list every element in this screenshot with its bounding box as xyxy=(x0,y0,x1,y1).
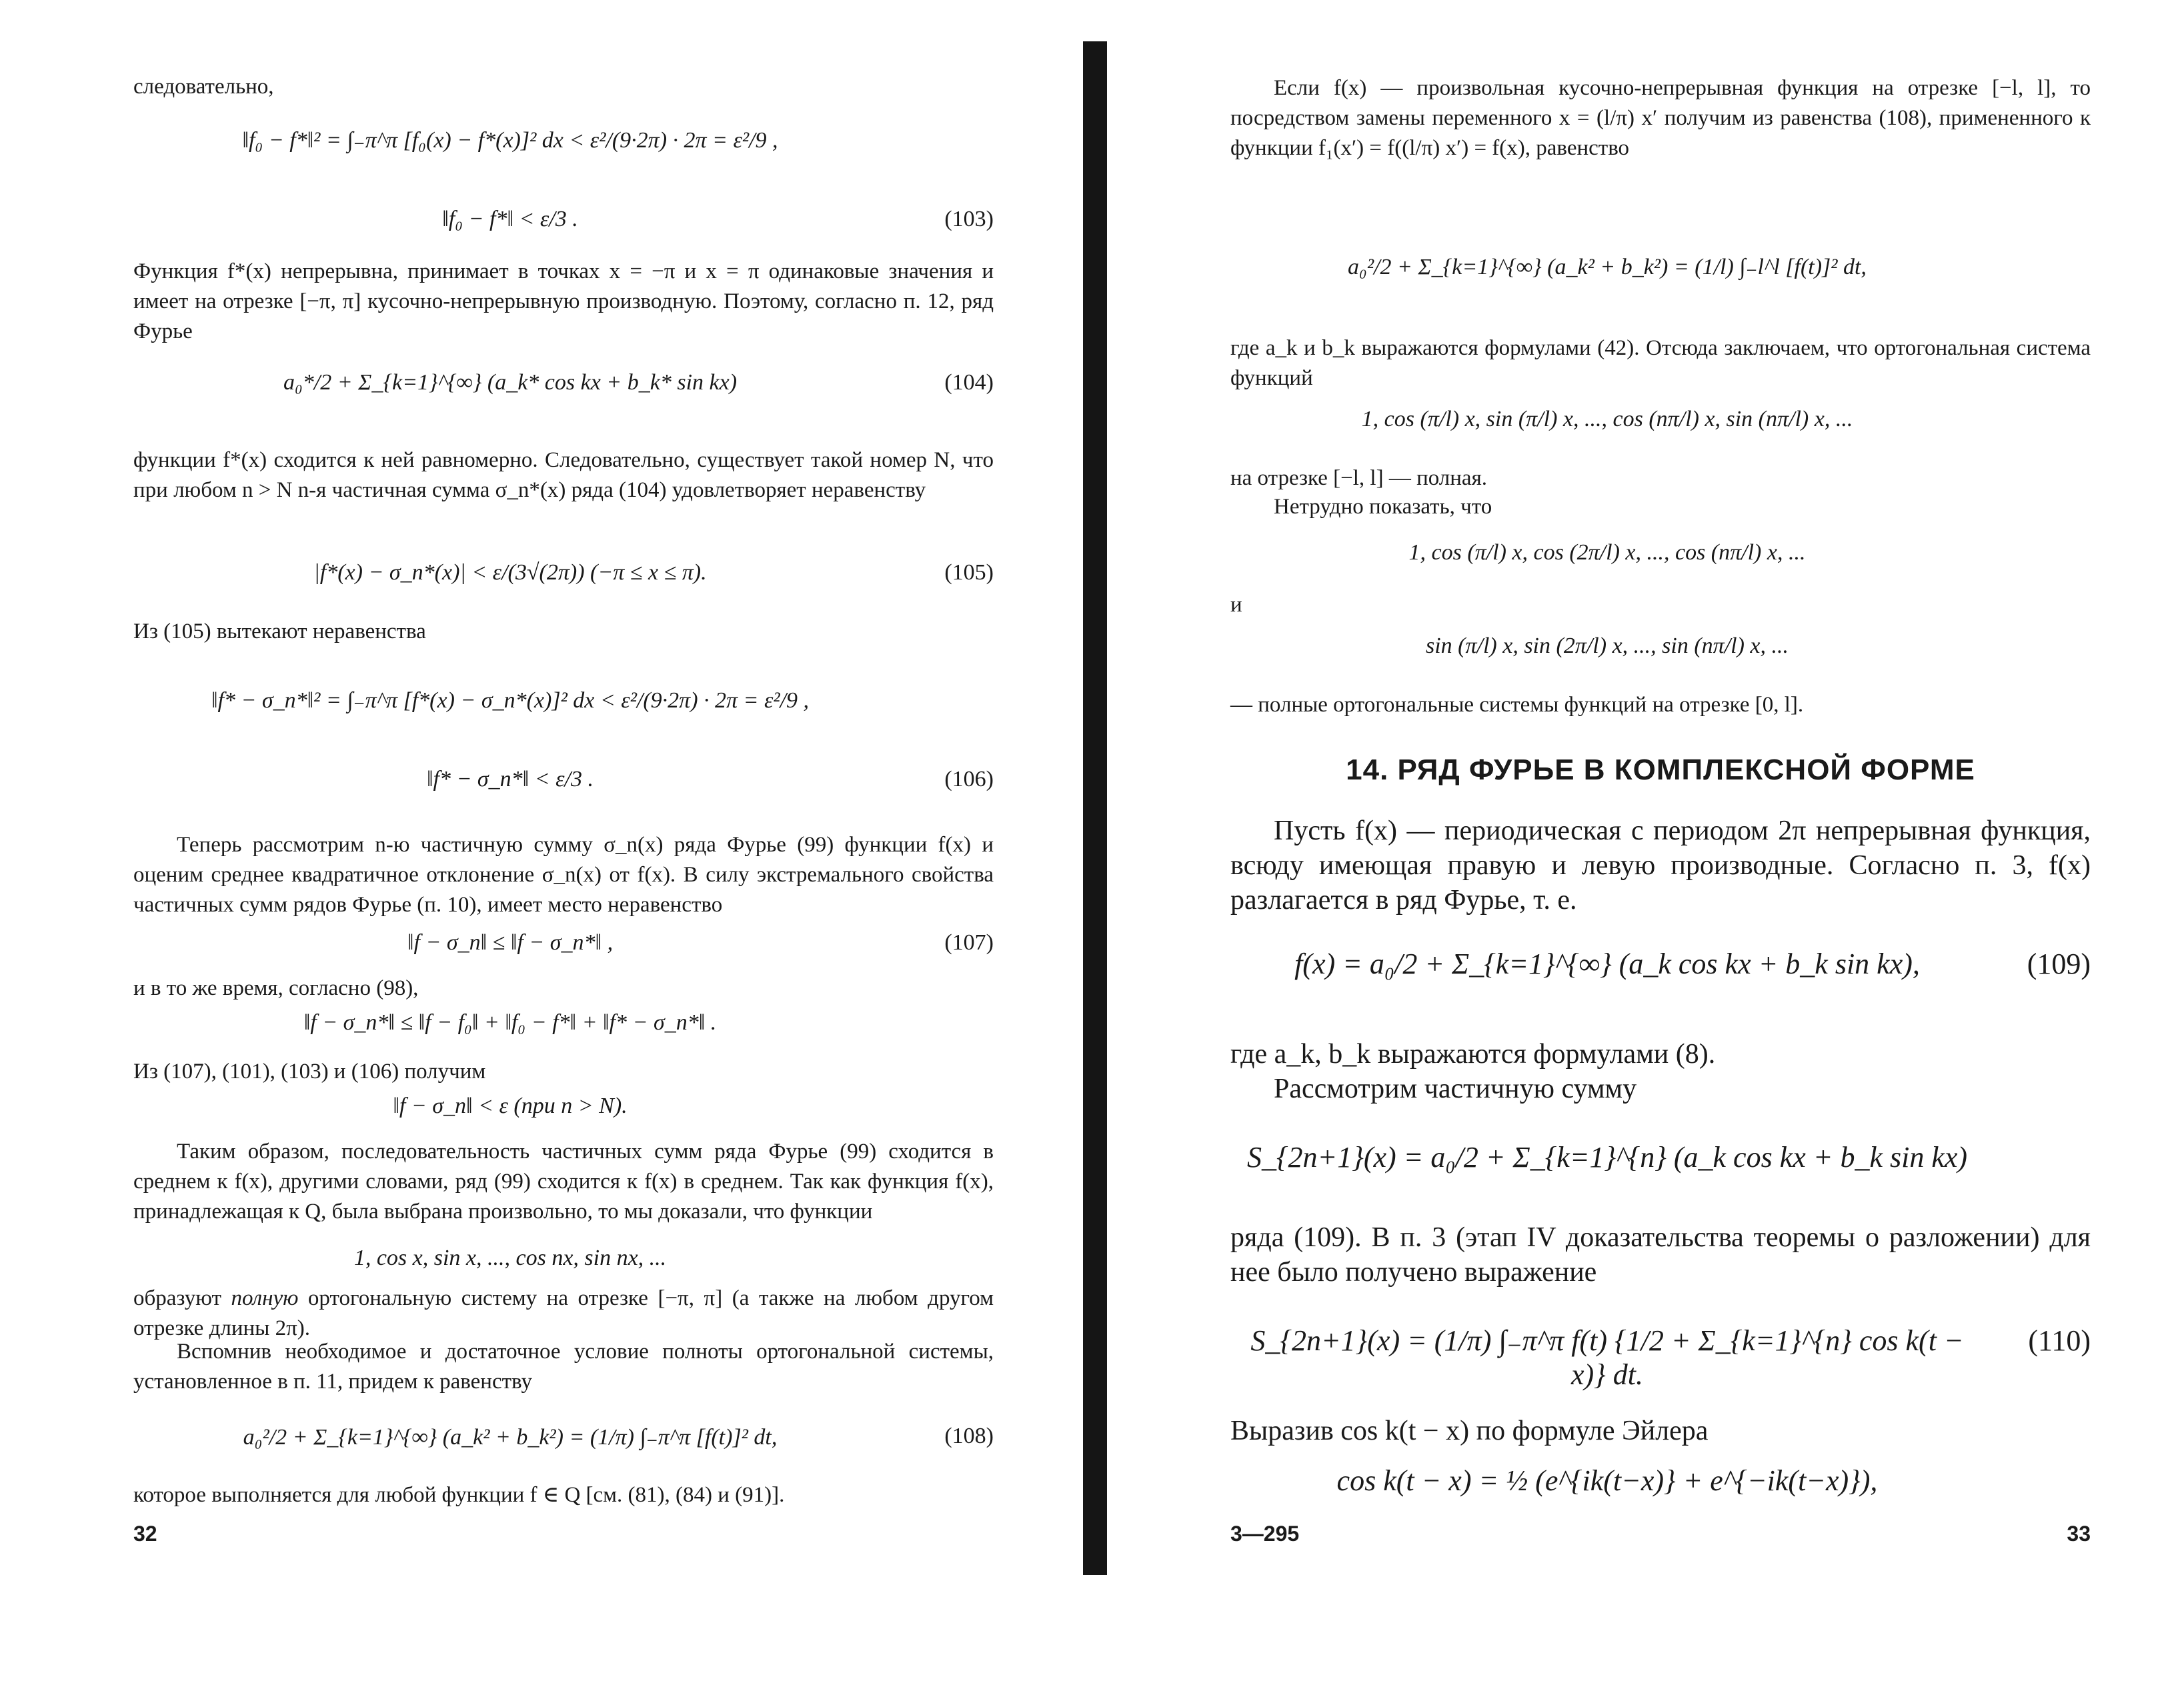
paragraph xyxy=(133,1284,994,1344)
paragraph: Вспомнив необходимое и достаточное условие полноты ортогональной системы, установленное в п. 11, придем к равенству xyxy=(133,1340,994,1394)
equation-number: (109) xyxy=(2027,948,2091,980)
paragraph: Если f(x) — произвольная кусочно-непрерывная функция на отрезке [−l, l], то посредством замены переменного x = (l/π) x′ получим из равенства (108), примененного к функции f₁(x′) = f((l/π) x′) = f(x), равенство xyxy=(1230,76,2091,160)
equation-formula: a₀*/2 + Σ_{k=1}^{∞} (a_k* cos kx + b_k* sin kx) xyxy=(283,370,738,395)
equation-formula: ‖f* − σ_n*‖² = ∫₋π^π [f*(x) − σ_n*(x)]² dx < ε²/(9·2π) · 2π = ε²/9 , xyxy=(211,688,810,713)
equation-formula: a₀²/2 + Σ_{k=1}^{∞} (a_k² + b_k²) = (1/l) ∫₋l^l [f(t)]² dt, xyxy=(1348,255,1867,279)
equation-formula: sin (π/l) x, sin (2π/l) x, ..., sin (nπ/l) x, ... xyxy=(1425,633,1789,658)
paragraph: где a_k и b_k выражаются формулами (42). Отсюда заключаем, что ортогональная система функций xyxy=(1230,336,2091,390)
paragraph: и xyxy=(1230,593,1242,617)
equation-formula: ‖f₀ − f*‖ < ε/3 . xyxy=(442,207,578,231)
paragraph: Нетрудно показать, что xyxy=(1274,495,1492,519)
equation-formula: cos k(t − x) = ½ (e^{ik(t−x)} + e^{−ik(t−x)}), xyxy=(1336,1464,1878,1497)
equation-formula: f(x) = a₀/2 + Σ_{k=1}^{∞} (a_k cos kx + b_k sin kx), xyxy=(1294,948,1920,980)
paragraph: Выразив cos k(t − x) по формуле Эйлера xyxy=(1230,1416,1709,1446)
equation-formula: S_{2n+1}(x) = (1/π) ∫₋π^π f(t) {1/2 + Σ_{k=1}^{n} cos k(t − x)} dt. xyxy=(1250,1324,1964,1391)
paragraph: на отрезке [−l, l] — полная. xyxy=(1230,466,1487,490)
equation-number: (110) xyxy=(2028,1324,2091,1357)
section-heading: 14. РЯД ФУРЬЕ В КОМПЛЕКСНОЙ ФОРМЕ xyxy=(1346,753,1975,786)
paragraph: Таким образом, последовательность частичных сумм ряда Фурье (99) сходится в среднем к f(x), другими словами, ряд (99) сходится к f(x) в среднем. Так как функция f(x), принадлежащая к Q, была выбрана произвольно, то мы доказали, что функции xyxy=(133,1140,994,1224)
paragraph-part: образуют xyxy=(133,1286,231,1310)
paragraph: — полные ортогональные системы функций на отрезке [0, l]. xyxy=(1230,693,1804,717)
equation-formula: ‖f − σ_n‖ < ε (при n > N). xyxy=(393,1094,628,1118)
book-spine xyxy=(1083,41,1107,1575)
paragraph: функции f*(x) сходится к ней равномерно. Следовательно, существует такой номер N, что при любом n > N n-я частичная сумма σ_n*(x) ряда (104) удовлетворяет неравенству xyxy=(133,448,994,502)
equation-number: (106) xyxy=(944,767,994,791)
equation-number: (108) xyxy=(944,1424,994,1448)
paragraph: Из (105) вытекают неравенства xyxy=(133,619,426,643)
equation-formula: ‖f₀ − f*‖² = ∫₋π^π [f₀(x) − f*(x)]² dx < ε²/(9·2π) · 2π = ε²/9 , xyxy=(242,128,778,153)
printer-signature: 3—295 xyxy=(1230,1522,1300,1546)
equation-formula: ‖f − σ_n‖ ≤ ‖f − σ_n*‖ , xyxy=(407,930,614,955)
paragraph: Функция f*(x) непрерывна, принимает в точках x = −π и x = π одинаковые значения и имеет на отрезке [−π, π] кусочно-непрерывную производную. Поэтому, согласно п. 12, ряд Фурье xyxy=(133,259,994,343)
equation-number: (103) xyxy=(944,207,994,231)
equation-formula: |f*(x) − σ_n*(x)| < ε/(3√(2π)) (−π ≤ x ≤ π). xyxy=(313,560,707,585)
page-number: 32 xyxy=(133,1522,157,1546)
paragraph: Из (107), (101), (103) и (106) получим xyxy=(133,1060,486,1084)
paragraph: Теперь рассмотрим n-ю частичную сумму σ_n(x) ряда Фурье (99) функции f(x) и оценим среднее квадратичное отклонение σ_n(x) от f(x). В силу экстремального свойства частичных сумм рядов Фурье (п. 10), имеет место неравенство xyxy=(133,833,994,917)
equation-formula: S_{2n+1}(x) = a₀/2 + Σ_{k=1}^{n} (a_k cos kx + b_k sin kx) xyxy=(1246,1141,1968,1174)
equation-formula: 1, cos (π/l) x, cos (2π/l) x, ..., cos (nπ/l) x, ... xyxy=(1408,540,1806,565)
paragraph: ряда (109). В п. 3 (этап IV доказательства теоремы о разложении) для нее было получено выражение xyxy=(1230,1222,2091,1288)
paragraph-part: ортогональную систему на отрезке [−π, π] (а также на любом другом отрезке длины 2π). xyxy=(133,1286,994,1340)
paragraph: и в то же время, согласно (98), xyxy=(133,976,419,1000)
equation-formula: ‖f* − σ_n*‖ < ε/3 . xyxy=(426,767,594,791)
equation-formula: 1, cos (π/l) x, sin (π/l) x, ..., cos (nπ/l) x, sin (nπ/l) x, ... xyxy=(1361,407,1853,431)
equation-number: (107) xyxy=(944,930,994,955)
equation-formula: ‖f − σ_n*‖ ≤ ‖f − f₀‖ + ‖f₀ − f*‖ + ‖f* − σ_n*‖ . xyxy=(303,1010,717,1035)
paragraph: Пусть f(x) — периодическая с периодом 2π непрерывная функция, всюду имеющая правую и левую производные. Согласно п. 3, f(x) разлагается в ряд Фурье, т. е. xyxy=(1230,815,2091,916)
equation-number: (104) xyxy=(944,370,994,395)
equation-formula: 1, cos x, sin x, ..., cos nx, sin nx, ... xyxy=(353,1246,667,1270)
paragraph: где a_k, b_k выражаются формулами (8). xyxy=(1230,1039,1716,1070)
paragraph: которое выполняется для любой функции f ∈ Q [см. (81), (84) и (91)]. xyxy=(133,1483,785,1507)
emphasis: полную xyxy=(231,1286,299,1310)
page-number: 33 xyxy=(2067,1522,2091,1546)
paragraph: Рассмотрим частичную сумму xyxy=(1274,1074,1637,1104)
equation-number: (105) xyxy=(944,560,994,585)
right-page xyxy=(1107,0,2184,1681)
text-line: следовательно, xyxy=(133,75,274,99)
left-page xyxy=(0,0,1080,1681)
equation-formula: a₀²/2 + Σ_{k=1}^{∞} (a_k² + b_k²) = (1/π) ∫₋π^π [f(t)]² dt, xyxy=(243,1425,778,1450)
